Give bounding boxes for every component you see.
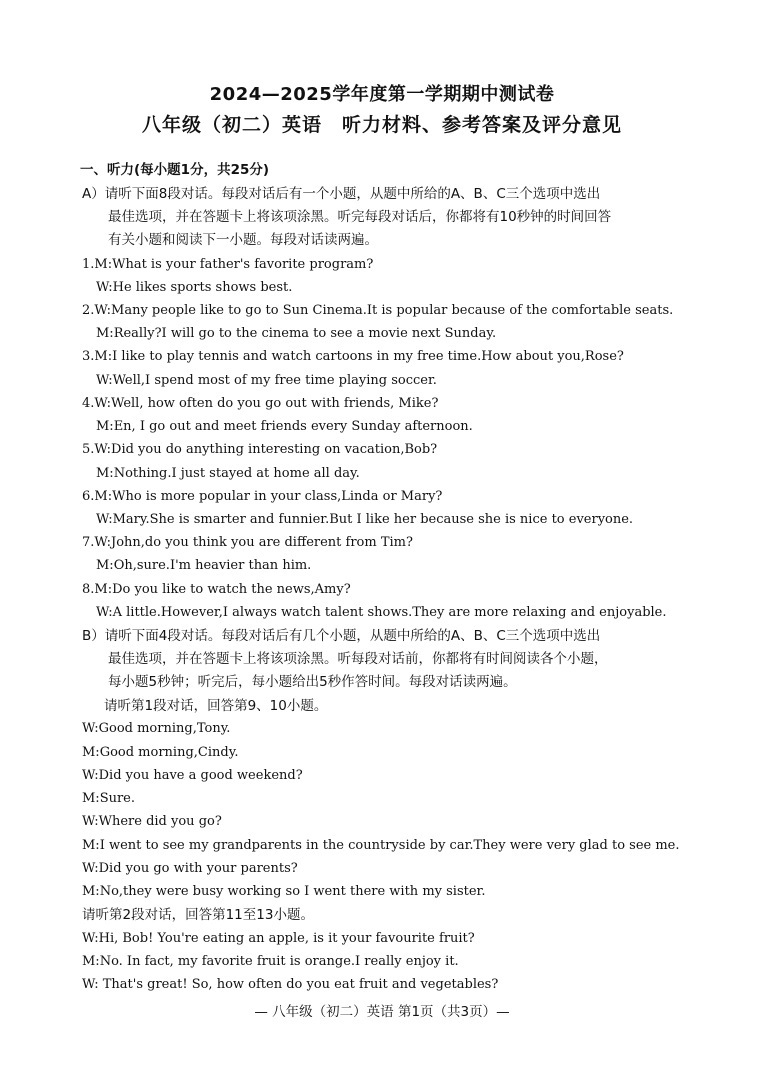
transcript-line: 最佳选项，并在答题卡上将该项涂黑。听完每段对话后，你都将有10秒钟的时间回答 [108, 209, 612, 225]
transcript-line: M:Nothing.I just stayed at home all day. [96, 466, 360, 481]
transcript-line: W:A little.However,I always watch talent shows.They are more relaxing and enjoyable. [96, 605, 667, 620]
transcript-line: M:En, I go out and meet friends every Sunday afternoon. [96, 419, 473, 434]
transcript-line: W:Good morning,Tony. [82, 721, 231, 736]
transcript-line: 3.M:I like to play tennis and watch cartoons in my free time.How about you,Rose? [82, 349, 624, 364]
transcript-line: M:Really?I will go to the cinema to see a movie next Sunday. [96, 326, 497, 341]
transcript-line: M:No. In fact, my favorite fruit is orange.I really enjoy it. [82, 954, 459, 969]
transcript-line: 1.M:What is your father's favorite program? [82, 257, 374, 272]
transcript-line: A）请听下面8段对话。每段对话后有一个小题，从题中所给的A、B、C三个选项中选出 [82, 186, 601, 202]
transcript-line: M:I went to see my grandparents in the countryside by car.They were very glad to see me. [82, 838, 680, 853]
transcript-line: 每小题5秒钟；听完后，每小题给出5秒作答时间。每段对话读两遍。 [108, 674, 517, 690]
transcript-line: 5.W:Did you do anything interesting on vacation,Bob? [82, 442, 438, 457]
transcript-line: W:He likes sports shows best. [96, 280, 293, 295]
transcript-line: 一、听力(每小题1分，共25分) [80, 162, 270, 178]
transcript-line: 4.W:Well, how often do you go out with friends, Mike? [82, 396, 439, 411]
transcript-line: B）请听下面4段对话。每段对话后有几个小题，从题中所给的A、B、C三个选项中选出 [82, 628, 601, 644]
exam-title: 2024—2025学年度第一学期期中测试卷 [209, 84, 555, 105]
transcript-line: 7.W:John,do you think you are different from Tim? [82, 535, 413, 550]
transcript-line: 最佳选项，并在答题卡上将该项涂黑。听每段对话前，你都将有时间阅读各个小题， [108, 651, 608, 667]
transcript-line: 2.W:Many people like to go to Sun Cinema.It is popular because of the comfortable seats. [82, 303, 674, 318]
transcript-line: 请听第1段对话，回答第9、10小题。 [104, 698, 328, 714]
transcript-line: 有关小题和阅读下一小题。每段对话读两遍。 [108, 232, 378, 248]
exam-subtitle: 八年级（初二）英语 听力材料、参考答案及评分意见 [141, 114, 622, 136]
transcript-line: 6.M:Who is more popular in your class,Linda or Mary? [82, 489, 443, 504]
transcript-line: W:Well,I spend most of my free time playing soccer. [96, 373, 437, 388]
transcript-line: W:Mary.She is smarter and funnier.But I like her because she is nice to everyone. [96, 512, 634, 527]
transcript-line: W:Where did you go? [82, 814, 222, 829]
transcript-line: 请听第2段对话，回答第11至13小题。 [82, 907, 314, 923]
transcript-line: W:Hi, Bob! You're eating an apple, is it your favourite fruit? [82, 931, 475, 946]
transcript-line: W: That's great! So, how often do you eat fruit and vegetables? [82, 977, 499, 992]
transcript-line: 8.M:Do you like to watch the news,Amy? [82, 582, 351, 597]
transcript-line: M:Good morning,Cindy. [82, 745, 239, 760]
page-footer: — 八年级（初二）英语 第1页（共3页）— [254, 1004, 510, 1020]
transcript-line: M:No,they were busy working so I went there with my sister. [82, 884, 486, 899]
transcript-line: W:Did you have a good weekend? [82, 768, 303, 783]
transcript-line: M:Sure. [82, 791, 136, 806]
transcript-line: W:Did you go with your parents? [82, 861, 298, 876]
transcript-line: M:Oh,sure.I'm heavier than him. [96, 558, 312, 573]
